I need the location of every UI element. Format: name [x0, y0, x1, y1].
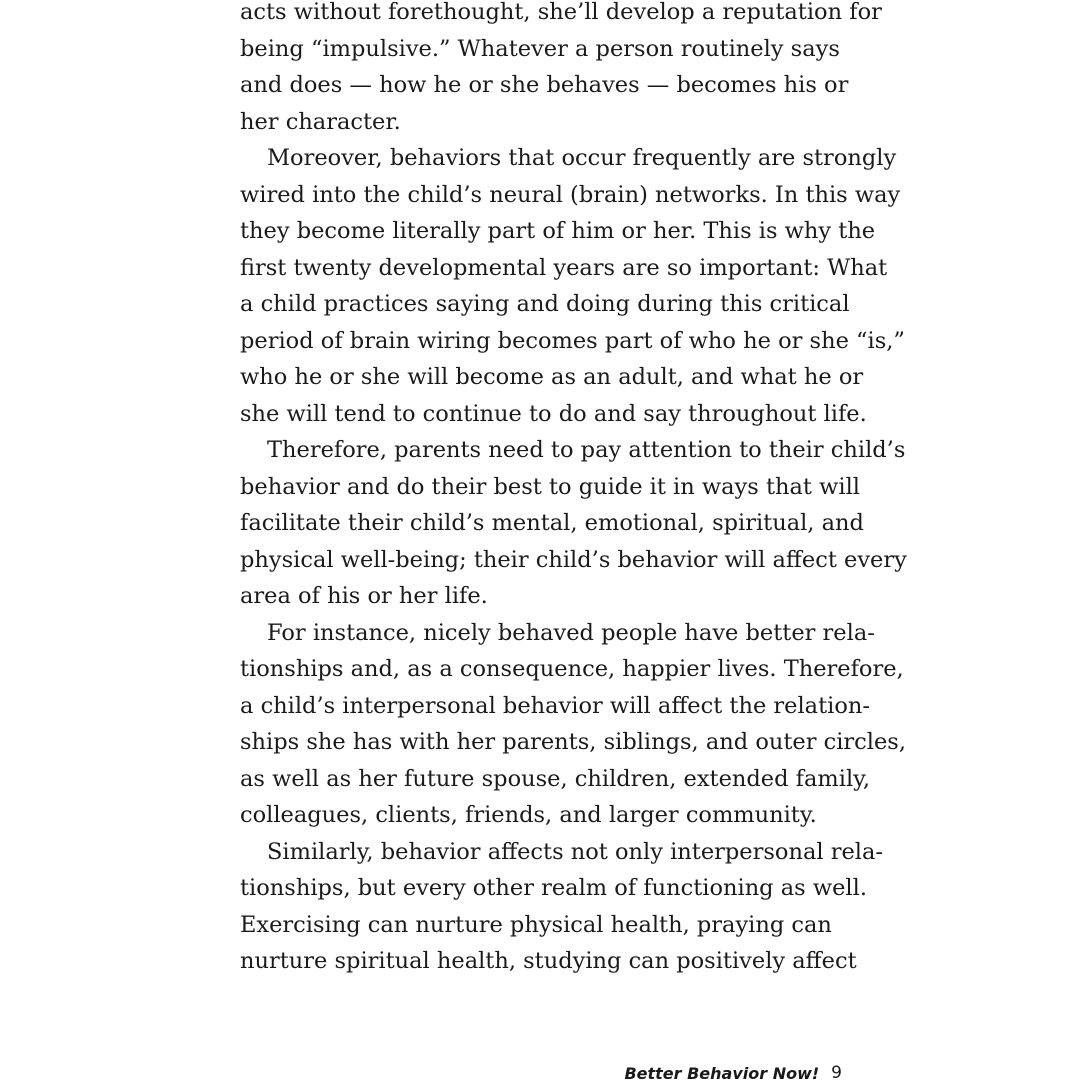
text-line: For instance, nicely behaved people have better rela-	[267, 619, 875, 646]
text-line: Exercising can nurture physical health, praying can	[240, 911, 832, 938]
text-line: and does — how he or she behaves — becomes his or	[240, 72, 849, 98]
text-line: a child practices saying and doing during this critical	[240, 291, 850, 317]
text-line: as well as her future spouse, children, extended family,	[240, 765, 871, 792]
text-line: colleagues, clients, friends, and larger community.	[240, 802, 817, 828]
text-line: nurture spiritual health, studying can positively affect	[240, 948, 857, 974]
text-line: they become literally part of him or her. This is why the	[240, 218, 876, 244]
text-line: who he or she will become as an adult, and what he or	[240, 364, 864, 390]
text-line: tionships and, as a consequence, happier lives. Therefore,	[240, 656, 904, 682]
paragraph	[240, 432, 907, 615]
text-line: she will tend to continue to do and say throughout life.	[240, 400, 867, 427]
text-line: behavior and do their best to guide it in ways that will	[240, 473, 860, 500]
text-line: acts without forethought, she’ll develop a reputation for	[240, 0, 882, 25]
text-line: wired into the child’s neural (brain) networks. In this way	[240, 181, 901, 208]
text-line: her character.	[240, 108, 401, 135]
paragraph	[240, 140, 905, 432]
text-line: facilitate their child’s mental, emotional, spiritual, and	[240, 510, 864, 536]
running-title: Better Behavior Now!	[624, 1063, 820, 1083]
text-line: area of his or her life.	[240, 583, 488, 609]
text-line: ships she has with her parents, siblings, and outer circles,	[240, 729, 906, 755]
paragraph	[240, 0, 882, 140]
text-line: Therefore, parents need to pay attention to their child’s	[267, 437, 906, 463]
text-line: being “impulsive.” Whatever a person routinely says	[240, 35, 840, 62]
body-text	[240, 0, 907, 980]
text-line: Similarly, behavior affects not only interpersonal rela-	[267, 838, 884, 865]
page-number: 9	[831, 1063, 842, 1083]
text-line: first twenty developmental years are so important: What	[240, 254, 888, 281]
text-line: Moreover, behaviors that occur frequently are strongly	[267, 145, 897, 171]
text-line: physical well-being; their child’s behavior will affect every	[240, 546, 907, 573]
page-footer	[560, 1060, 842, 1086]
text-line: tionships, but every other realm of functioning as well.	[240, 875, 867, 901]
text-line: period of brain wiring becomes part of who he or she “is,”	[240, 327, 905, 354]
paragraph	[240, 834, 884, 980]
text-line: a child’s interpersonal behavior will affect the relation-	[240, 692, 870, 719]
paragraph	[240, 615, 906, 834]
